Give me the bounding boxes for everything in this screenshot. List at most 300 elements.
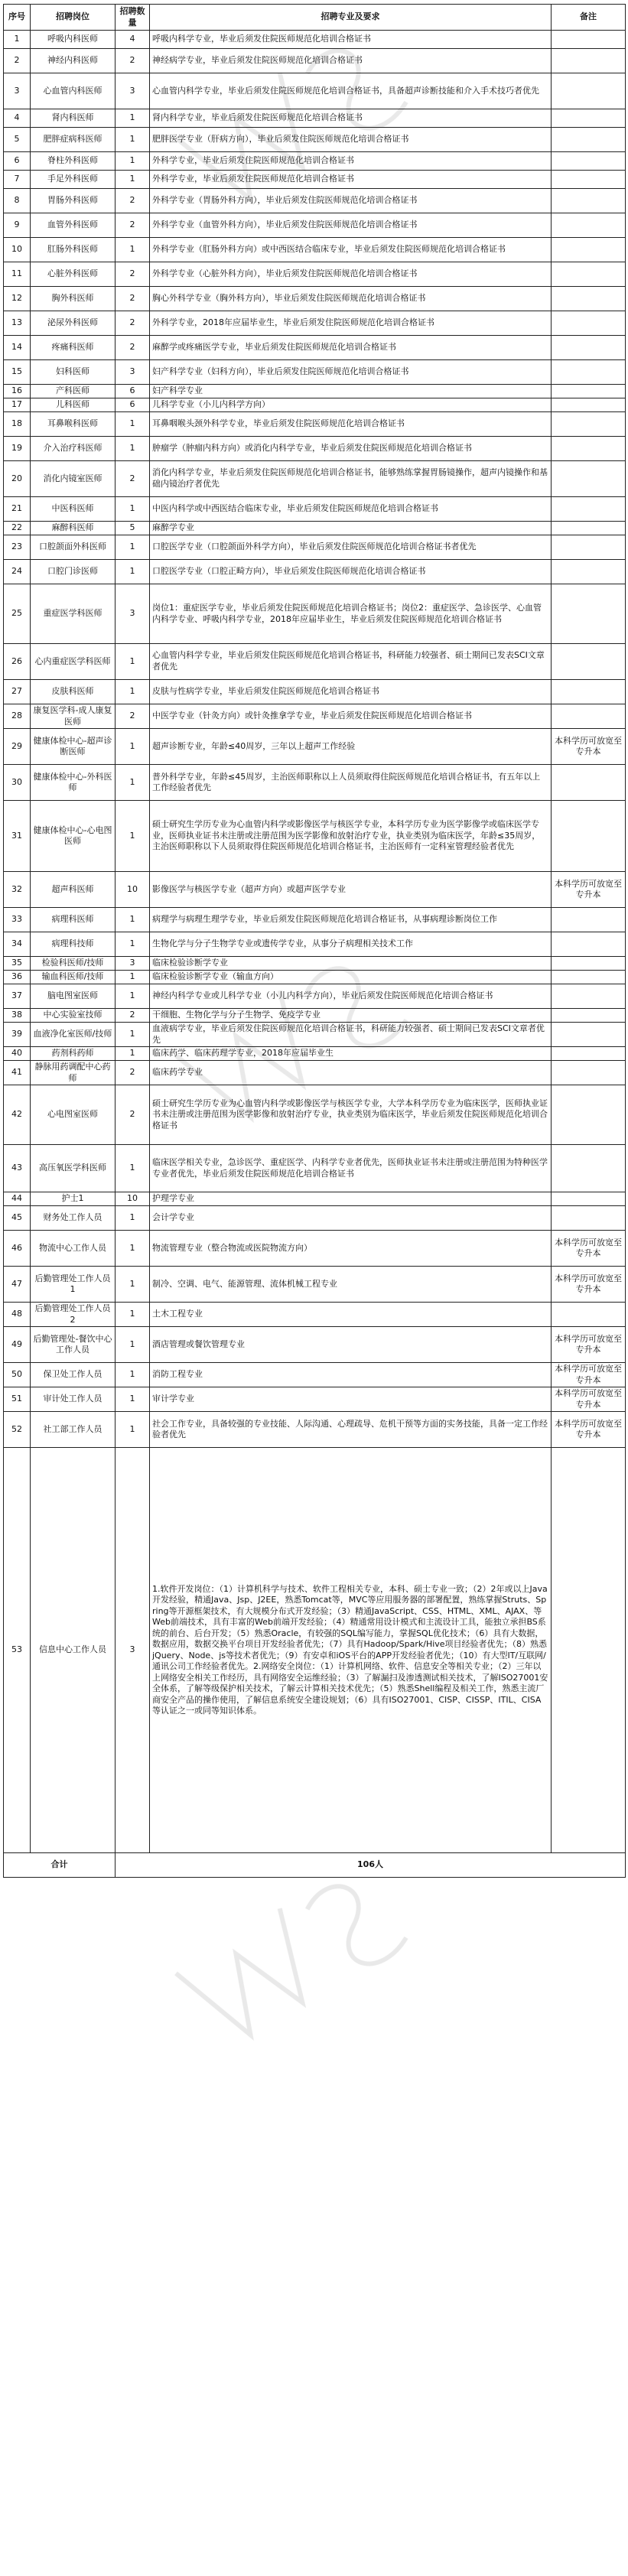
row-no: 26 [4,644,31,680]
row-note [552,644,626,680]
total-row [4,1853,626,1878]
row-note [552,287,626,311]
row-requirements: 病理学与病理生理学专业，毕业后须发住院医师规范化培训合格证书，从事病理诊断岗位工作 [150,908,552,932]
row-count: 3 [116,584,150,644]
row-count: 2 [116,1009,150,1023]
row-requirements: 外科学专业（肛肠外科方向）或中西医结合临床专业，毕业后须发住院医师规范化培训合格证书 [150,238,552,262]
table-row [4,522,626,535]
row-post: 健康体检中心-心电图医师 [31,801,116,872]
table-row [4,336,626,360]
row-no: 41 [4,1061,31,1085]
table-row [4,412,626,437]
row-no: 42 [4,1085,31,1145]
table-row [4,765,626,801]
row-post: 口腔颌面外科医师 [31,535,116,560]
table-row [4,189,626,213]
row-count: 1 [116,644,150,680]
row-note [552,680,626,704]
row-note: 本科学历可放宽至专升本 [552,1231,626,1267]
row-post: 重症医学科医师 [31,584,116,644]
row-count: 2 [116,213,150,238]
row-no: 18 [4,412,31,437]
row-requirements: 呼吸内科学专业，毕业后须发住院医师规范化培训合格证书 [150,31,552,49]
table-row [4,932,626,957]
row-requirements: 酒店管理或餐饮管理专业 [150,1327,552,1363]
row-requirements: 护理学专业 [150,1192,552,1206]
row-note [552,1061,626,1085]
table-row [4,461,626,497]
header-no: 序号 [4,5,31,31]
row-note [552,49,626,73]
table-row [4,1061,626,1085]
row-count: 10 [116,1192,150,1206]
row-no: 35 [4,957,31,971]
table-row [4,1387,626,1412]
row-no: 4 [4,109,31,128]
row-post: 中医科医师 [31,497,116,522]
row-count: 1 [116,1327,150,1363]
row-post: 心内重症医学科医师 [31,644,116,680]
row-requirements: 审计学专业 [150,1387,552,1412]
row-no: 32 [4,872,31,908]
row-no: 20 [4,461,31,497]
table-row [4,957,626,971]
table-row [4,1231,626,1267]
row-count: 3 [116,957,150,971]
row-note: 本科学历可放宽至专升本 [552,1267,626,1303]
row-post: 消化内镜室医师 [31,461,116,497]
row-no: 39 [4,1023,31,1047]
row-no: 19 [4,437,31,461]
row-note [552,311,626,336]
table-row [4,152,626,171]
table-row [4,385,626,398]
table-row [4,31,626,49]
row-count: 1 [116,908,150,932]
row-post: 皮肤科医师 [31,680,116,704]
row-note [552,971,626,984]
row-count: 1 [116,1231,150,1267]
row-count: 10 [116,872,150,908]
row-no: 10 [4,238,31,262]
row-note [552,1023,626,1047]
row-note [552,336,626,360]
row-post: 心血管内科医师 [31,73,116,109]
row-no: 22 [4,522,31,535]
row-requirements: 硕士研究生学历专业为心血管内科学或影像医学与核医学专业，大学本科学历专业为临床医学，医师执业证书未注册或注册范围为医学影像和放射治疗专业，执业类别为临床医学，毕业后须发住院医师规范化培训合格证书 [150,1085,552,1145]
row-note [552,437,626,461]
row-post: 肾内科医师 [31,109,116,128]
row-no: 30 [4,765,31,801]
row-no: 38 [4,1009,31,1023]
row-requirements: 麻醉学或疼痛医学专业，毕业后须发住院医师规范化培训合格证书 [150,336,552,360]
table-row [4,872,626,908]
row-no: 16 [4,385,31,398]
row-post: 病理科医师 [31,908,116,932]
row-no: 28 [4,704,31,729]
row-no: 25 [4,584,31,644]
table-row [4,1085,626,1145]
row-no: 12 [4,287,31,311]
row-post: 手足外科医师 [31,171,116,189]
table-row [4,398,626,412]
table-row [4,1047,626,1061]
row-post: 静脉用药调配中心药师 [31,1061,116,1085]
row-note: 本科学历可放宽至专升本 [552,872,626,908]
row-count: 2 [116,704,150,729]
row-count: 1 [116,152,150,171]
row-post: 神经内科医师 [31,49,116,73]
row-requirements: 干细胞、生物化学与分子生物学、免疫学专业 [150,1009,552,1023]
row-no: 40 [4,1047,31,1061]
row-requirements: 物流管理专业（整合物流或医院物流方向） [150,1231,552,1267]
row-post: 后勤管理处工作人员1 [31,1267,116,1303]
row-count: 1 [116,1387,150,1412]
table-row [4,680,626,704]
row-count: 1 [116,560,150,584]
row-requirements: 临床医学相关专业，急诊医学、重症医学、内科学专业者优先，医师执业证书未注册或注册范围为特种医学专业者优先，毕业后须发住院医师规范化培训合格证书 [150,1145,552,1192]
row-post: 妇科医师 [31,360,116,385]
row-post: 口腔门诊医师 [31,560,116,584]
row-no: 8 [4,189,31,213]
recruitment-table-wrapper [3,4,625,1878]
row-note [552,152,626,171]
row-count: 2 [116,1085,150,1145]
row-requirements: 心血管内科学专业，毕业后须发住院医师规范化培训合格证书，具备超声诊断技能和介入手术技巧者优先 [150,73,552,109]
row-count: 2 [116,1061,150,1085]
row-no: 17 [4,398,31,412]
row-post: 脑电图室医师 [31,984,116,1009]
row-requirements: 临床药学专业 [150,1061,552,1085]
row-note [552,535,626,560]
row-post: 审计处工作人员 [31,1387,116,1412]
row-post: 心电图室医师 [31,1085,116,1145]
table-row [4,644,626,680]
table-row [4,984,626,1009]
row-note [552,461,626,497]
table-row [4,971,626,984]
row-note [552,704,626,729]
row-requirements: 中医学专业（针灸方向）或针灸推拿学专业，毕业后须发住院医师规范化培训合格证书 [150,704,552,729]
row-requirements: 普外科学专业，年龄≤45周岁，主治医师职称以上人员须取得住院医师规范化培训合格证书，有五年以上工作经验者优先 [150,765,552,801]
row-note [552,908,626,932]
row-note [552,171,626,189]
row-requirements: 岗位1：重症医学专业，毕业后须发住院医师规范化培训合格证书；岗位2：重症医学、急诊医学、心血管内科学专业、呼吸内科学专业，2018年应届毕业生，毕业后须发住院医师规范化培训合格证书 [150,584,552,644]
table-row [4,73,626,109]
row-requirements: 心血管内科学专业，毕业后须发住院医师规范化培训合格证书，科研能力较强者、硕士期间已发表SCI文章者优先 [150,644,552,680]
table-row [4,729,626,765]
row-post: 产科医师 [31,385,116,398]
row-requirements: 儿科学专业（小儿内科学方向） [150,398,552,412]
row-requirements: 神经病学专业，毕业后须发住院医师规范化培训合格证书 [150,49,552,73]
row-requirements: 外科学专业，毕业后须发住院医师规范化培训合格证书 [150,171,552,189]
row-post: 血液净化室医师/技师 [31,1023,116,1047]
row-note [552,360,626,385]
row-requirements: 会计学专业 [150,1206,552,1231]
row-requirements: 社会工作专业，具备较强的专业技能、人际沟通、心理疏导、危机干预等方面的实务技能，具备一定工作经验者优先 [150,1412,552,1448]
row-note [552,1192,626,1206]
row-requirements: 硕士研究生学历专业为心血管内科学或影像医学与核医学专业，本科学历专业为医学影像学或临床医学专业，医师执业证书未注册或注册范围为医学影像和放射治疗专业，执业类别为临床医学，年龄≤35周岁，主治医师职称以下人员须取得住院医师规范化培训合格证书，主治医师有一定科室管理经验者优先 [150,801,552,872]
row-post: 保卫处工作人员 [31,1363,116,1387]
row-count: 1 [116,1047,150,1061]
row-requirements: 胸心外科学专业（胸外科方向），毕业后须发住院医师规范化培训合格证书 [150,287,552,311]
row-count: 1 [116,680,150,704]
row-count: 2 [116,287,150,311]
table-row [4,497,626,522]
header-requirements: 招聘专业及要求 [150,5,552,31]
row-count: 1 [116,729,150,765]
row-no: 50 [4,1363,31,1387]
total-count: 106人 [116,1853,626,1878]
row-requirements: 外科学专业（血管外科方向），毕业后须发住院医师规范化培训合格证书 [150,213,552,238]
row-no: 44 [4,1192,31,1206]
row-count: 1 [116,1363,150,1387]
table-row [4,311,626,336]
row-requirements: 麻醉学专业 [150,522,552,535]
table-row [4,1412,626,1448]
row-requirements: 土木工程专业 [150,1303,552,1327]
row-note: 本科学历可放宽至专升本 [552,1363,626,1387]
row-requirements: 超声诊断专业，年龄≤40周岁，三年以上超声工作经验 [150,729,552,765]
row-post: 儿科医师 [31,398,116,412]
table-row [4,704,626,729]
row-requirements: 消化内科学专业，毕业后须发住院医师规范化培训合格证书，能够熟练掌握胃肠镜操作，超声内镜操作和基础内镜治疗者优先 [150,461,552,497]
row-count: 1 [116,171,150,189]
row-no: 33 [4,908,31,932]
row-count: 1 [116,238,150,262]
row-count: 2 [116,49,150,73]
row-post: 心脏外科医师 [31,262,116,287]
row-requirements: 肥胖医学专业（肝病方向），毕业后须发住院医师规范化培训合格证书 [150,128,552,152]
row-no: 46 [4,1231,31,1267]
row-note [552,1206,626,1231]
table-header-row [4,5,626,31]
row-no: 49 [4,1327,31,1363]
row-no: 21 [4,497,31,522]
row-note [552,189,626,213]
row-note [552,412,626,437]
row-post: 信息中心工作人员 [31,1448,116,1853]
row-no: 24 [4,560,31,584]
row-post: 康复医学科-成人康复医师 [31,704,116,729]
row-no: 5 [4,128,31,152]
row-count: 1 [116,765,150,801]
table-row [4,1192,626,1206]
row-post: 中心实验室技师 [31,1009,116,1023]
row-requirements: 妇产科学专业 [150,385,552,398]
row-post: 泌尿外科医师 [31,311,116,336]
row-count: 6 [116,385,150,398]
row-no: 52 [4,1412,31,1448]
row-note [552,522,626,535]
row-no: 47 [4,1267,31,1303]
row-post: 胸外科医师 [31,287,116,311]
row-post: 脊柱外科医师 [31,152,116,171]
table-row [4,109,626,128]
row-requirements: 肿瘤学（肿瘤内科方向）或消化内科学专业，毕业后须发住院医师规范化培训合格证书 [150,437,552,461]
row-count: 1 [116,437,150,461]
table-row [4,360,626,385]
row-post: 介入治疗科医师 [31,437,116,461]
row-count: 1 [116,109,150,128]
row-note [552,1009,626,1023]
recruitment-table [3,4,626,1878]
row-count: 2 [116,311,150,336]
row-no: 45 [4,1206,31,1231]
row-post: 肛肠外科医师 [31,238,116,262]
table-row [4,1145,626,1192]
table-row [4,1206,626,1231]
row-post: 健康体检中心-超声诊断医师 [31,729,116,765]
table-row [4,238,626,262]
row-note [552,398,626,412]
table-row [4,1009,626,1023]
table-row [4,49,626,73]
row-count: 1 [116,1145,150,1192]
row-post: 后勤管理处-餐饮中心工作人员 [31,1327,116,1363]
row-post: 麻醉科医师 [31,522,116,535]
table-row [4,1327,626,1363]
row-count: 6 [116,398,150,412]
row-no: 6 [4,152,31,171]
row-no: 11 [4,262,31,287]
row-count: 2 [116,189,150,213]
table-row [4,1023,626,1047]
row-post: 物流中心工作人员 [31,1231,116,1267]
row-note [552,1303,626,1327]
row-no: 1 [4,31,31,49]
row-requirements: 生物化学与分子生物学专业或遗传学专业，从事分子病理相关技术工作 [150,932,552,957]
row-requirements: 临床检验诊断学专业（输血方向） [150,971,552,984]
row-note [552,560,626,584]
row-requirements: 肾内科学专业，毕业后须发住院医师规范化培训合格证书 [150,109,552,128]
row-post: 高压氧医学科医师 [31,1145,116,1192]
row-no: 34 [4,932,31,957]
row-note [552,1448,626,1853]
row-requirements: 外科学专业，毕业后须发住院医师规范化培训合格证书 [150,152,552,171]
row-note [552,109,626,128]
row-post: 疼痛科医师 [31,336,116,360]
row-note [552,1085,626,1145]
row-requirements: 神经内科学专业或儿科学专业（小儿内科学方向），毕业后须发住院医师规范化培训合格证书 [150,984,552,1009]
row-no: 31 [4,801,31,872]
row-post: 耳鼻喉科医师 [31,412,116,437]
row-requirements: 1.软件开发岗位：（1）计算机科学与技术、软件工程相关专业，本科、硕士专业一致；（2）2年或以上Java开发经验，精通Java、Jsp、J2EE，熟悉Tomcat等，MVC等应用服务器的部署配置，熟练掌握Struts、Spring等开源框架技术，有大规模分布式开发经验；（3）精通JavaScript、CSS、HTML、XML、AJAX、等Web前端技术，具有丰富的Web前端开发经验；（4）精通常用设计模式和主流设计工具，能独立承担BS系统的前台、后台开发；（5）熟悉Oracle，有较强的SQL编写能力，掌握SQL优化技术；（6）具有大数据，数据应用，数据交换平台项目开发经验者优先；（7）具有Hadoop/Spark/Hive项目经验者优先；（8）熟悉jQuery、Node、js等技术者优先；（9）有安卓和iOS平台的APP开发经验者优先；（10）有大型IT/互联网/通讯公司工作经验者优先。2.网络安全岗位：（1）计算机网络、软件、信息安全等相关专业；（2）三年以上网络安全相关工作经历，具有网络安全运维经验；（3）了解漏扫及渗透测试相关技术，了解ISO27001安全体系，了解等级保护相关技术，了解云计算相关技术优先；（5）熟悉Shell编程及相关工作，熟悉主流厂商安全产品的操作使用，了解信息系统安全建设规划；（6）具有ISO27001、CISP、CISSP、ITIL、CISA等认证之一或同等知识体系。 [150,1448,552,1853]
row-note [552,1047,626,1061]
row-post: 药剂科药师 [31,1047,116,1061]
row-requirements: 口腔医学专业（口腔颌面外科学方向），毕业后须发住院医师规范化培训合格证书者优先 [150,535,552,560]
row-count: 1 [116,984,150,1009]
table-row [4,801,626,872]
row-note [552,1145,626,1192]
row-count: 1 [116,801,150,872]
row-count: 1 [116,128,150,152]
row-post: 护士1 [31,1192,116,1206]
table-row [4,437,626,461]
row-note: 本科学历可放宽至专升本 [552,1327,626,1363]
table-row [4,171,626,189]
row-no: 7 [4,171,31,189]
row-no: 53 [4,1448,31,1853]
row-note [552,262,626,287]
row-note [552,984,626,1009]
row-count: 1 [116,497,150,522]
row-post: 呼吸内科医师 [31,31,116,49]
row-note [552,801,626,872]
table-row [4,1448,626,1853]
row-count: 3 [116,73,150,109]
row-note [552,932,626,957]
row-count: 1 [116,932,150,957]
table-row [4,584,626,644]
row-requirements: 影像医学与核医学专业（超声方向）或超声医学专业 [150,872,552,908]
row-post: 肥胖症病科医师 [31,128,116,152]
row-post: 健康体检中心-外科医师 [31,765,116,801]
table-row [4,262,626,287]
row-requirements: 临床检验诊断学专业 [150,957,552,971]
header-note: 备注 [552,5,626,31]
row-no: 13 [4,311,31,336]
row-count: 5 [116,522,150,535]
row-count: 4 [116,31,150,49]
row-note [552,957,626,971]
row-count: 1 [116,1303,150,1327]
row-requirements: 耳鼻咽喉头颈外科学专业，毕业后须发住院医师规范化培训合格证书 [150,412,552,437]
row-note [552,238,626,262]
row-no: 9 [4,213,31,238]
row-count: 1 [116,1412,150,1448]
table-row [4,908,626,932]
row-no: 29 [4,729,31,765]
row-no: 23 [4,535,31,560]
row-requirements: 血液病学专业，毕业后须发住院医师规范化培训合格证书，科研能力较强者、硕士期间已发表SCI文章者优先 [150,1023,552,1047]
row-note: 本科学历可放宽至专升本 [552,729,626,765]
row-requirements: 消防工程专业 [150,1363,552,1387]
row-requirements: 中医内科学或中西医结合临床专业，毕业后须发住院医师规范化培训合格证书 [150,497,552,522]
row-no: 27 [4,680,31,704]
row-requirements: 外科学专业（胃肠外科方向），毕业后须发住院医师规范化培训合格证书 [150,189,552,213]
row-post: 财务处工作人员 [31,1206,116,1231]
row-requirements: 临床药学、临床药理学专业，2018年应届毕业生 [150,1047,552,1061]
table-row [4,128,626,152]
row-note: 本科学历可放宽至专升本 [552,1412,626,1448]
row-count: 1 [116,971,150,984]
table-row [4,560,626,584]
table-row [4,287,626,311]
row-no: 37 [4,984,31,1009]
row-no: 15 [4,360,31,385]
row-post: 输血科医师/技师 [31,971,116,984]
row-requirements: 妇产科学专业（妇科方向），毕业后须发住院医师规范化培训合格证书 [150,360,552,385]
row-note [552,385,626,398]
row-count: 2 [116,461,150,497]
header-count: 招聘数量 [116,5,150,31]
header-post: 招聘岗位 [31,5,116,31]
table-row [4,1303,626,1327]
row-count: 1 [116,1023,150,1047]
row-count: 1 [116,412,150,437]
row-no: 51 [4,1387,31,1412]
row-requirements: 外科学专业（心脏外科方向），毕业后须发住院医师规范化培训合格证书 [150,262,552,287]
table-row [4,535,626,560]
row-post: 后勤管理处工作人员2 [31,1303,116,1327]
row-note: 本科学历可放宽至专升本 [552,1387,626,1412]
row-note [552,73,626,109]
row-count: 3 [116,1448,150,1853]
row-no: 14 [4,336,31,360]
table-row [4,1267,626,1303]
row-note [552,213,626,238]
